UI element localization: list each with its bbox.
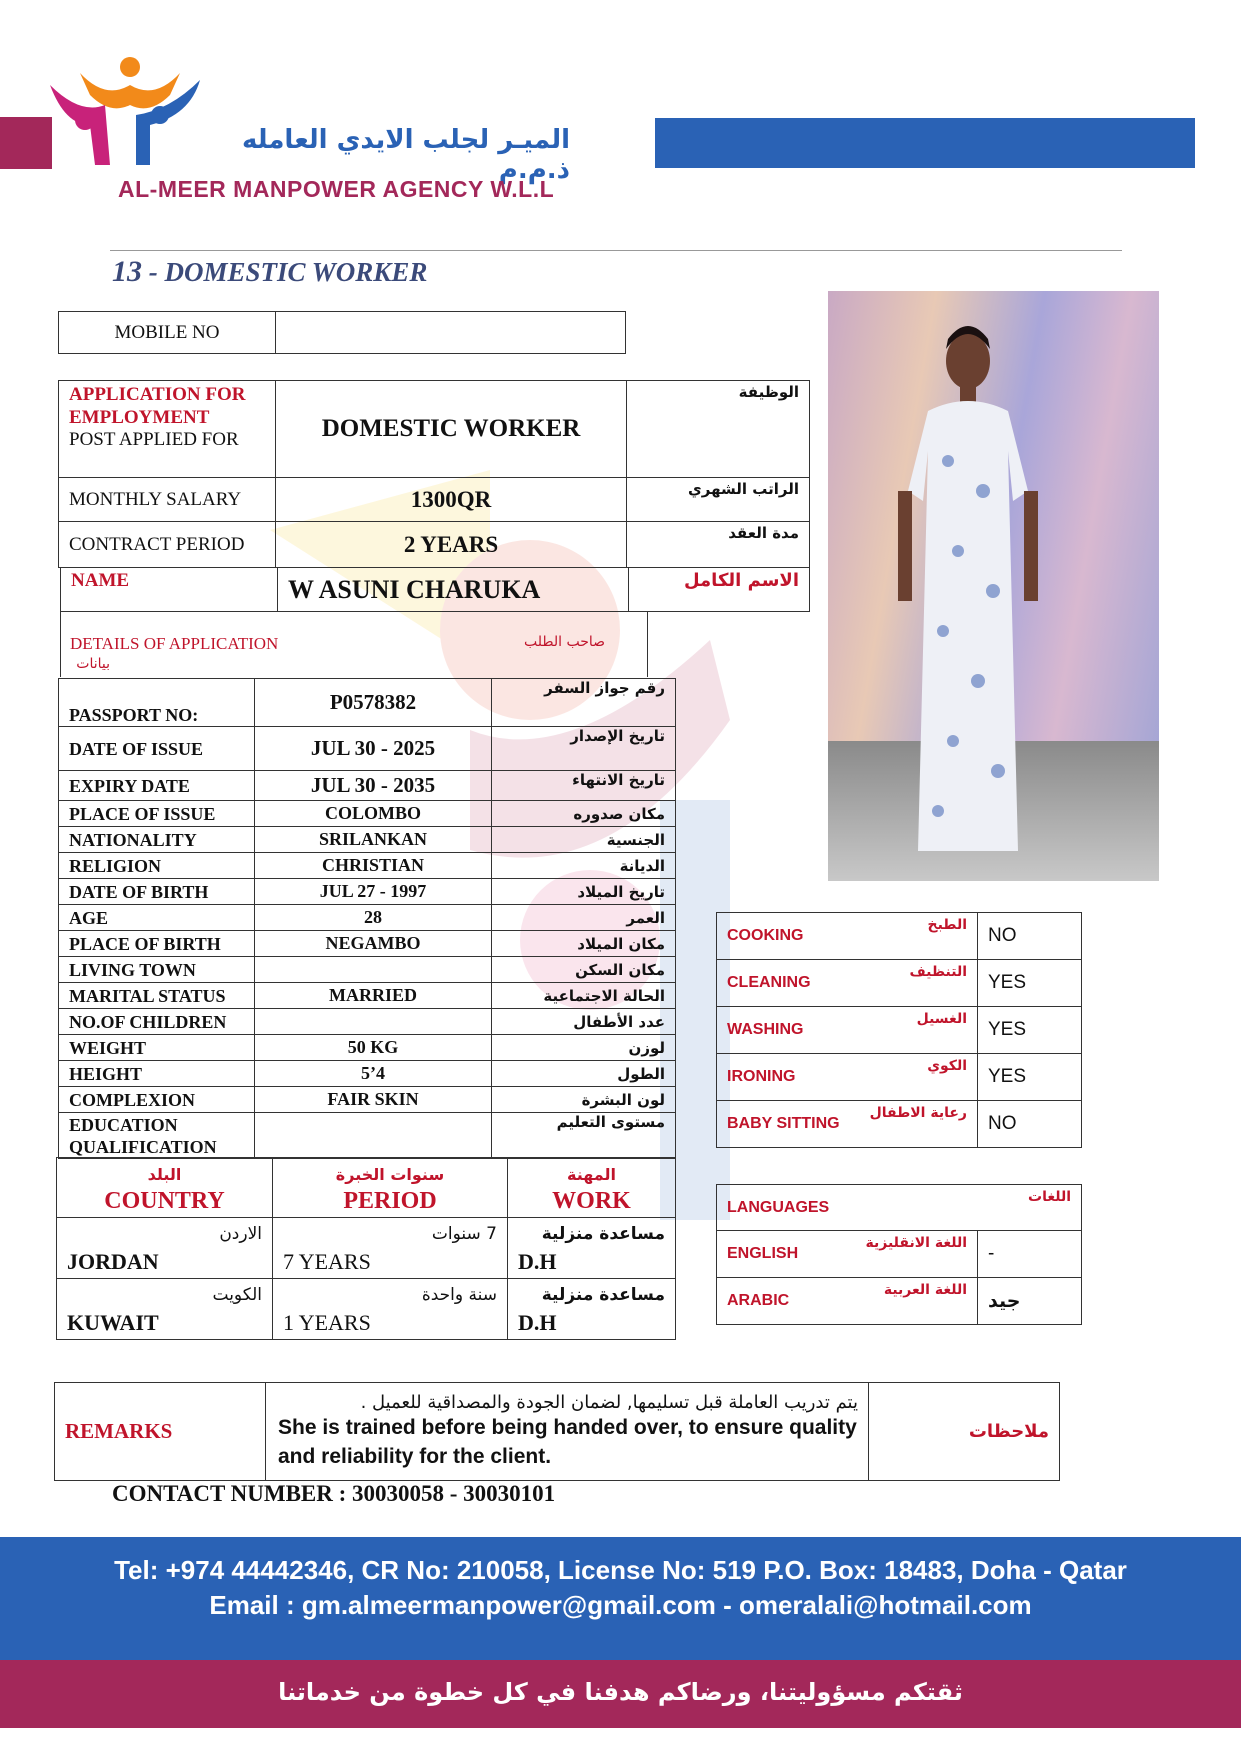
exp-header-period — [273, 1158, 508, 1218]
personal-label-ar: الديانة — [492, 853, 676, 879]
lang-row-english — [717, 1231, 978, 1278]
personal-details-table — [58, 678, 676, 1159]
exp-period: 7 YEARS — [283, 1249, 371, 1274]
salary-label: MONTHLY SALARY — [59, 478, 276, 522]
details-label-ar2: بيانات — [76, 656, 110, 672]
exp-header-period-ar: سنوات الخبرة — [335, 1164, 445, 1184]
skill-name-en: WASHING — [727, 1021, 804, 1038]
mobile-table — [58, 311, 626, 354]
worker-photo — [828, 291, 1159, 881]
salary-value: 1300QR — [276, 478, 627, 522]
personal-label: RELIGION — [59, 853, 255, 879]
footer-slogan: ثقتكم مسؤوليتنا، ورضاكم هدفنا في كل خطوة من خدماتنا — [278, 1678, 963, 1706]
personal-row — [59, 931, 676, 957]
skill-name-en: COOKING — [727, 927, 804, 944]
exp-country: KUWAIT — [67, 1310, 159, 1335]
skill-row — [717, 1101, 1082, 1148]
personal-value: 5’4 — [255, 1061, 492, 1087]
skill-row — [717, 1054, 1082, 1101]
personal-label: LIVING TOWN — [59, 957, 255, 983]
personal-value: CHRISTIAN — [255, 853, 492, 879]
personal-row — [59, 1009, 676, 1035]
exp-row-work — [508, 1279, 676, 1340]
personal-label-ar: لوزن — [492, 1035, 676, 1061]
personal-label: EDUCATION QUALIFICATION — [59, 1113, 255, 1159]
personal-label: PLACE OF BIRTH — [59, 931, 255, 957]
footer-line1: Tel: +974 44442346, CR No: 210058, License No: 519 P.O. Box: 18483, Doha - Qatar — [114, 1555, 1127, 1585]
footer-slogan-band — [0, 1660, 1241, 1728]
personal-row — [59, 1113, 676, 1159]
company-name-english: AL-MEER MANPOWER AGENCY W.L.L — [118, 176, 555, 202]
remarks-text-ar: يتم تدريب العاملة قبل تسليمها, لضمان الجودة والمصداقية للعميل . — [360, 1392, 858, 1413]
exp-period-ar: سنة واحدة — [421, 1285, 497, 1305]
personal-label-ar: مكان السكن — [492, 957, 676, 983]
remarks-label-ar: ملاحظات — [869, 1383, 1060, 1481]
exp-period: 1 YEARS — [283, 1310, 371, 1335]
contract-label: CONTRACT PERIOD — [59, 522, 276, 568]
personal-label-ar: الحالة الاجتماعية — [492, 983, 676, 1009]
personal-value: MARRIED — [255, 983, 492, 1009]
languages-header-en: LANGUAGES — [727, 1198, 830, 1216]
exp-row-country — [57, 1279, 273, 1340]
skill-name-cell — [717, 1007, 978, 1054]
contract-label-ar: مدة العقد — [627, 522, 810, 568]
exp-row-work — [508, 1218, 676, 1279]
skill-name-ar: الكوي — [927, 1058, 967, 1074]
skill-name-cell — [717, 913, 978, 960]
personal-label-ar: الطول — [492, 1061, 676, 1087]
personal-label-ar: عدد الأطفال — [492, 1009, 676, 1035]
personal-label: PASSPORT NO: — [59, 679, 255, 727]
exp-country-ar: الاردن — [219, 1224, 262, 1244]
exp-country: JORDAN — [67, 1249, 159, 1274]
lang-ar: اللغة الانقليزية — [865, 1235, 967, 1251]
remarks-label: REMARKS — [55, 1383, 266, 1481]
post-applied-label: POST APPLIED FOR — [69, 429, 239, 450]
remarks-text-cell — [266, 1383, 869, 1481]
personal-value: JUL 30 - 2025 — [255, 727, 492, 771]
details-label-ar1: صاحب الطلب — [523, 634, 605, 650]
personal-label-ar: رقم جواز السفر — [492, 679, 676, 727]
personal-value: COLOMBO — [255, 801, 492, 827]
skill-value: YES — [978, 1007, 1082, 1054]
personal-row — [59, 727, 676, 771]
skill-name-ar: الطبخ — [927, 917, 967, 933]
personal-value — [255, 1113, 492, 1159]
name-label: NAME — [61, 568, 278, 612]
personal-label: HEIGHT — [59, 1061, 255, 1087]
personal-label: COMPLEXION — [59, 1087, 255, 1113]
application-label-red: APPLICATION FOR EMPLOYMENT — [69, 384, 246, 428]
personal-value: SRILANKAN — [255, 827, 492, 853]
exp-row-country — [57, 1218, 273, 1279]
personal-value: P0578382 — [255, 679, 492, 727]
skills-table — [716, 912, 1082, 1148]
exp-header-country — [57, 1158, 273, 1218]
application-label-ar: الوظيفة — [627, 381, 810, 478]
exp-header-period-en: PERIOD — [343, 1187, 437, 1214]
exp-header-work — [508, 1158, 676, 1218]
lang-en: ENGLISH — [727, 1245, 799, 1262]
name-value: W ASUNI CHARUKA — [278, 568, 629, 612]
personal-value: JUL 30 - 2035 — [255, 771, 492, 801]
application-table — [58, 380, 810, 568]
personal-value: NEGAMBO — [255, 931, 492, 957]
skill-row — [717, 960, 1082, 1007]
personal-row — [59, 983, 676, 1009]
exp-row-period — [273, 1218, 508, 1279]
skill-value: NO — [978, 1101, 1082, 1148]
skill-name-en: CLEANING — [727, 974, 811, 991]
personal-label-ar: الجنسية — [492, 827, 676, 853]
header-divider — [110, 250, 1122, 251]
title-number: 13 — [112, 255, 142, 288]
personal-row — [59, 801, 676, 827]
exp-work: D.H — [518, 1310, 557, 1335]
experience-table — [56, 1157, 676, 1340]
skill-name-cell — [717, 960, 978, 1007]
skill-name-ar: التنظيف — [909, 964, 967, 980]
personal-label-ar: تاريخ الميلاد — [492, 879, 676, 905]
personal-value: 50 KG — [255, 1035, 492, 1061]
skill-name-ar: رعاية الاطفال — [869, 1105, 967, 1121]
personal-row — [59, 957, 676, 983]
application-value: DOMESTIC WORKER — [276, 381, 627, 478]
personal-row — [59, 771, 676, 801]
page-title — [112, 255, 427, 289]
personal-row — [59, 827, 676, 853]
lang-ar: اللغة العربية — [883, 1282, 967, 1298]
footer-contact-band — [0, 1537, 1241, 1661]
skill-row — [717, 1007, 1082, 1054]
personal-label-ar: مكان صدوره — [492, 801, 676, 827]
footer-line2: Email : gm.almeermanpower@gmail.com - omeralali@hotmail.com — [209, 1590, 1032, 1620]
personal-label: DATE OF BIRTH — [59, 879, 255, 905]
skill-name-cell — [717, 1101, 978, 1148]
languages-header-ar: اللغات — [1028, 1189, 1071, 1205]
header-right-bar — [655, 118, 1195, 168]
personal-row — [59, 1061, 676, 1087]
skill-name-ar: الغسيل — [916, 1011, 967, 1027]
details-label: DETAILS OF APPLICATION — [70, 634, 279, 653]
contact-number: CONTACT NUMBER : 30030058 - 30030101 — [112, 1481, 556, 1506]
exp-header-country-en: COUNTRY — [104, 1187, 225, 1214]
personal-row — [59, 879, 676, 905]
personal-value — [255, 957, 492, 983]
personal-label: DATE OF ISSUE — [59, 727, 255, 771]
name-table — [60, 567, 810, 612]
personal-label: NATIONALITY — [59, 827, 255, 853]
personal-label-ar: العمر — [492, 905, 676, 931]
title-text: - DOMESTIC WORKER — [142, 257, 428, 287]
skill-row — [717, 913, 1082, 960]
skill-name-en: IRONING — [727, 1068, 796, 1085]
personal-label: MARITAL STATUS — [59, 983, 255, 1009]
personal-row — [59, 1035, 676, 1061]
personal-label-ar: لون البشرة — [492, 1087, 676, 1113]
personal-row — [59, 853, 676, 879]
personal-label: EXPIRY DATE — [59, 771, 255, 801]
exp-work-ar: مساعدة منزلية — [541, 1224, 665, 1244]
lang-en: ARABIC — [727, 1292, 790, 1309]
personal-value: 28 — [255, 905, 492, 931]
exp-row-period — [273, 1279, 508, 1340]
header-left-bar — [0, 117, 52, 169]
mobile-value — [276, 312, 626, 354]
skill-name-en: BABY SITTING — [727, 1115, 840, 1132]
lang-value: جيد — [978, 1278, 1082, 1325]
company-name-arabic: الميـر لجلب الايدي العامله ذ.م.م — [241, 125, 570, 185]
application-label-cell — [59, 381, 276, 478]
personal-label: PLACE OF ISSUE — [59, 801, 255, 827]
lang-value: - — [978, 1231, 1082, 1278]
salary-label-ar: الراتب الشهري — [627, 478, 810, 522]
mobile-label: MOBILE NO — [59, 312, 276, 354]
exp-header-work-ar: المهنة — [566, 1164, 616, 1184]
skill-name-cell — [717, 1054, 978, 1101]
name-label-ar: الاسم الكامل — [629, 568, 810, 612]
skill-value: YES — [978, 960, 1082, 1007]
skill-value: NO — [978, 913, 1082, 960]
languages-table — [716, 1184, 1082, 1325]
personal-label: NO.OF CHILDREN — [59, 1009, 255, 1035]
remarks-text-en: She is trained before being handed over, to ensure quality and reliability for the client. — [278, 1416, 857, 1468]
personal-row — [59, 1087, 676, 1113]
exp-country-ar: الكويت — [212, 1285, 262, 1305]
personal-label: AGE — [59, 905, 255, 931]
remarks-table — [54, 1382, 1060, 1481]
exp-work: D.H — [518, 1249, 557, 1274]
exp-header-country-ar: البلد — [147, 1164, 182, 1184]
personal-label-ar: مستوى التعليم — [492, 1113, 676, 1159]
personal-row — [59, 679, 676, 727]
personal-label: WEIGHT — [59, 1035, 255, 1061]
lang-row-arabic — [717, 1278, 978, 1325]
exp-period-ar: 7 سنوات — [431, 1224, 497, 1244]
exp-header-work-en: WORK — [552, 1187, 631, 1214]
languages-header — [717, 1185, 1082, 1231]
personal-value: FAIR SKIN — [255, 1087, 492, 1113]
personal-value: JUL 27 - 1997 — [255, 879, 492, 905]
personal-label-ar: تاريخ الانتهاء — [492, 771, 676, 801]
contract-value: 2 YEARS — [276, 522, 627, 568]
exp-work-ar: مساعدة منزلية — [541, 1285, 665, 1305]
personal-label-ar: مكان الميلاد — [492, 931, 676, 957]
personal-label-ar: تاريخ الإصدار — [492, 727, 676, 771]
personal-value — [255, 1009, 492, 1035]
personal-row — [59, 905, 676, 931]
skill-value: YES — [978, 1054, 1082, 1101]
